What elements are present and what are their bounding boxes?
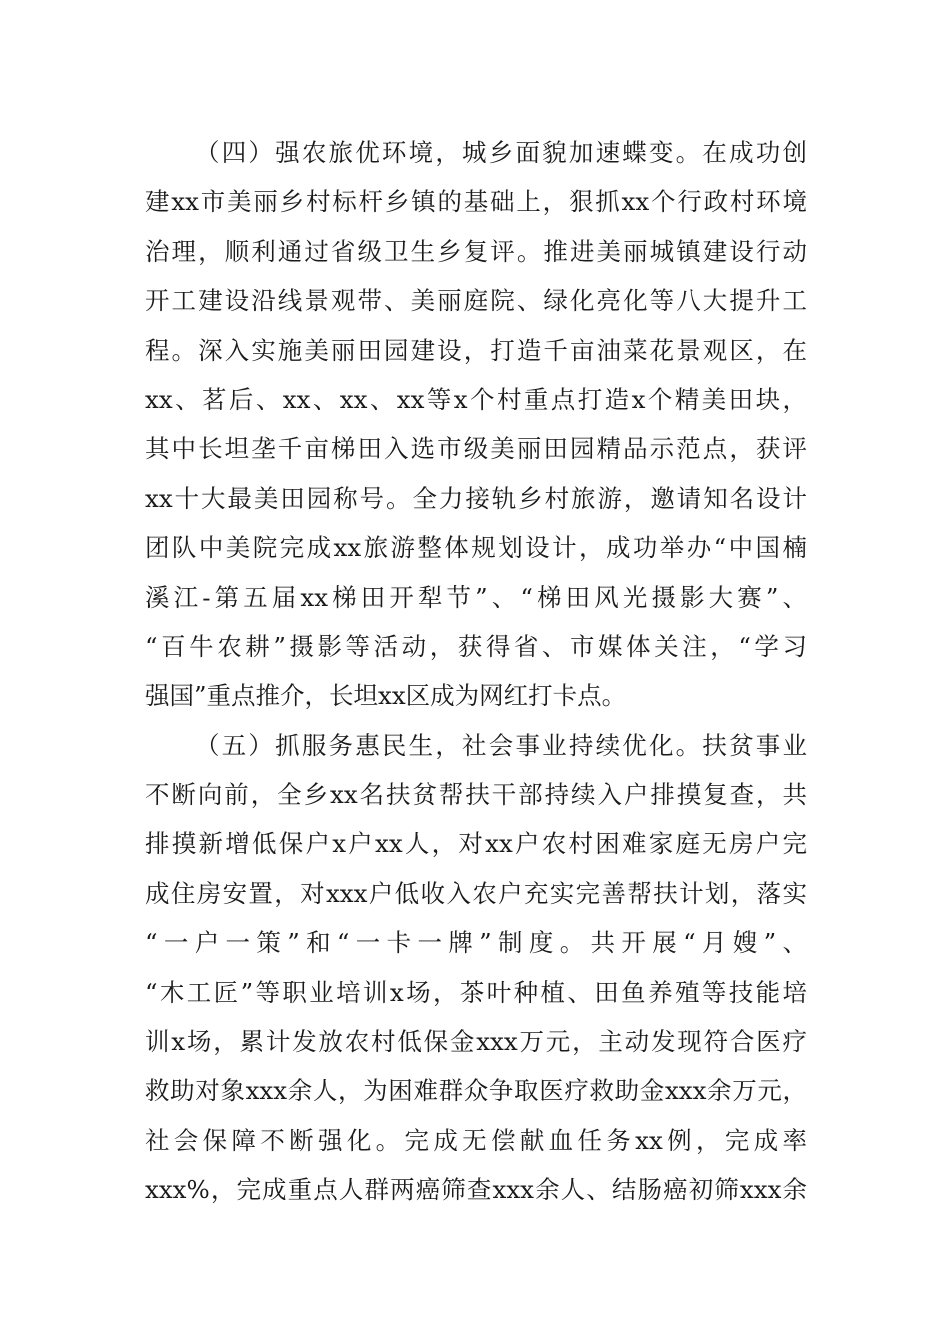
paragraph-four: [145, 128, 807, 721]
text-line: 训x场，累计发放农村低保金xxx万元，主动发现符合医疗: [145, 1027, 807, 1057]
text-line: 其中长坦垄千亩梯田入选市级美丽田园精品示范点，获评: [145, 434, 807, 464]
text-line: “木工匠”等职业培训x场，茶叶种植、田鱼养殖等技能培: [145, 977, 807, 1007]
text-line: 成住房安置，对xxx户低收入农户充实完善帮扶计划，落实: [145, 878, 807, 908]
text-line: “百牛农耕”摄影等活动，获得省、市媒体关注，“学习: [145, 631, 807, 661]
text-line: 溪江-第五届xx梯田开犁节”、“梯田风光摄影大赛”、: [145, 582, 807, 612]
text-line: （五）抓服务惠民生，社会事业持续优化。扶贫事业: [195, 730, 807, 760]
text-line: “一户一策”和“一卡一牌”制度。共开展“月嫂”、: [145, 928, 807, 958]
text-line: 团队中美院完成xx旅游整体规划设计，成功举办“中国楠: [145, 533, 807, 563]
text-line: 不断向前，全乡xx名扶贫帮扶干部持续入户排摸复查，共: [145, 780, 807, 810]
text-line: xx、茗后、xx、xx、xx等x个村重点打造x个精美田块，: [145, 384, 807, 414]
text-line: 开工建设沿线景观带、美丽庭院、绿化亮化等八大提升工: [145, 286, 807, 316]
text-line: 治理，顺利通过省级卫生乡复评。推进美丽城镇建设行动: [145, 236, 807, 266]
text-line: 排摸新增低保户x户xx人，对xx户农村困难家庭无房户完: [145, 829, 807, 859]
text-line: （四）强农旅优环境，城乡面貌加速蝶变。在成功创: [195, 138, 807, 167]
text-line: 程。深入实施美丽田园建设，打造千亩油菜花景观区，在: [145, 335, 807, 365]
text-line: xx十大最美田园称号。全力接轨乡村旅游，邀请知名设计: [145, 483, 807, 513]
document-body: [145, 128, 807, 1215]
text-line: xxx%，完成重点人群两癌筛查xxx余人、结肠癌初筛xxx余: [145, 1175, 807, 1205]
text-line: 救助对象xxx余人，为困难群众争取医疗救助金xxx余万元，: [145, 1076, 807, 1106]
text-line: 建xx市美丽乡村标杆乡镇的基础上，狠抓xx个行政村环境: [145, 187, 807, 217]
text-line: 社会保障不断强化。完成无偿献血任务xx例，完成率: [145, 1125, 807, 1155]
text-line: 强国”重点推介，长坦xx区成为网红打卡点。: [145, 681, 627, 711]
paragraph-five: [145, 721, 807, 1215]
